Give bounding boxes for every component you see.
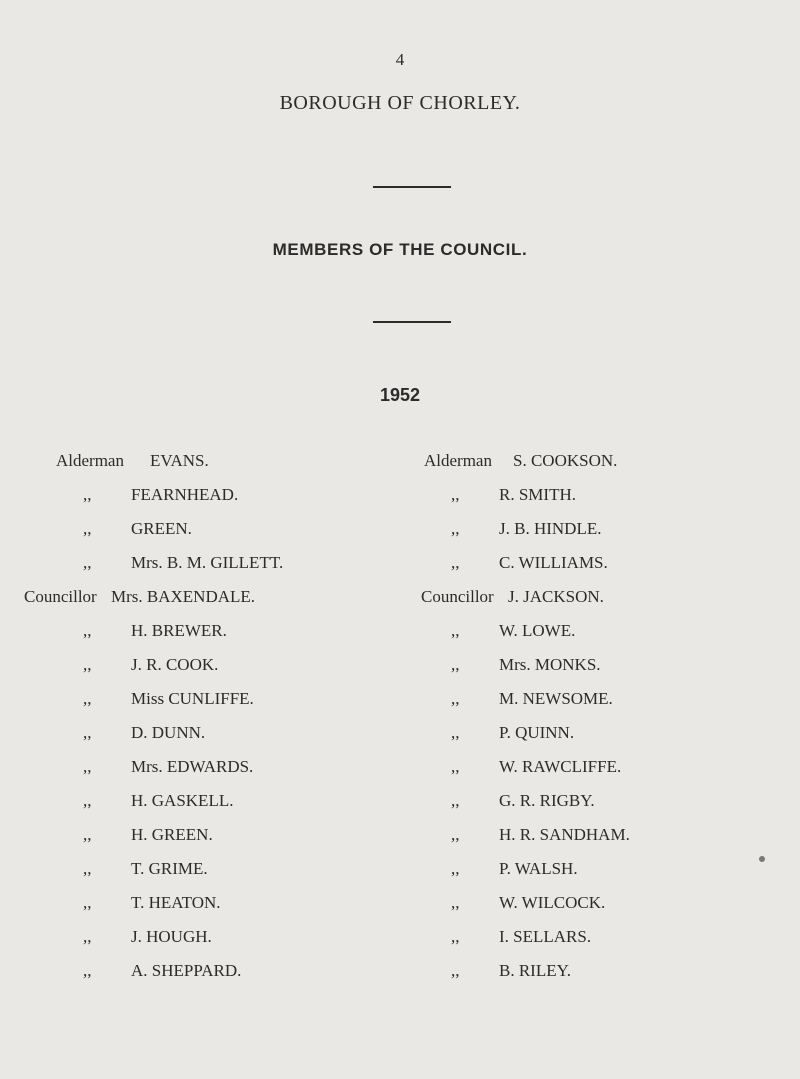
- page-number: 4: [395, 50, 405, 69]
- ditto-mark: ,,: [83, 519, 92, 538]
- member-row: [424, 757, 800, 783]
- member-row: [56, 859, 436, 885]
- member-title: Alderman: [424, 451, 492, 470]
- ditto-mark: ,,: [451, 825, 460, 844]
- member-row: [56, 485, 436, 511]
- member-row: [424, 519, 800, 545]
- ditto-mark: ,,: [83, 621, 92, 640]
- member-row: [56, 451, 436, 477]
- member-row: [56, 757, 436, 783]
- member-row: [56, 655, 436, 681]
- member-row: [56, 927, 436, 953]
- member-name: W. LOWE.: [499, 621, 576, 640]
- member-row: [56, 893, 436, 919]
- section-heading: MEMBERS OF THE COUNCIL.: [272, 240, 528, 259]
- member-name: P. QUINN.: [499, 723, 575, 742]
- member-name: P. WALSH.: [499, 859, 578, 878]
- ditto-mark: ,,: [83, 655, 92, 674]
- member-name: J. R. COOK.: [131, 655, 219, 674]
- ditto-mark: ,,: [451, 723, 460, 742]
- ditto-mark: ,,: [451, 621, 460, 640]
- member-name: R. SMITH.: [499, 485, 576, 504]
- member-name: FEARNHEAD.: [131, 485, 239, 504]
- ditto-mark: ,,: [83, 791, 92, 810]
- ditto-mark: ,,: [451, 655, 460, 674]
- year-heading: 1952: [379, 385, 421, 405]
- member-name: H. GREEN.: [131, 825, 213, 844]
- divider-bottom: [373, 321, 451, 323]
- ditto-mark: ,,: [83, 961, 92, 980]
- member-row: [424, 655, 800, 681]
- member-name: GREEN.: [131, 519, 192, 538]
- member-name: H. BREWER.: [131, 621, 227, 640]
- member-row: [56, 553, 436, 579]
- member-name: T. GRIME.: [131, 859, 208, 878]
- ditto-mark: ,,: [83, 825, 92, 844]
- member-row: [421, 587, 800, 613]
- member-row: [424, 621, 800, 647]
- paper-speck: [759, 856, 765, 862]
- member-row: [424, 553, 800, 579]
- ditto-mark: ,,: [451, 791, 460, 810]
- ditto-mark: ,,: [451, 757, 460, 776]
- ditto-mark: ,,: [451, 519, 460, 538]
- member-name: Mrs. B. M. GILLETT.: [131, 553, 284, 572]
- ditto-mark: ,,: [83, 757, 92, 776]
- member-name: J. HOUGH.: [131, 927, 212, 946]
- divider-top: [373, 186, 451, 188]
- member-row: [56, 791, 436, 817]
- member-name: D. DUNN.: [131, 723, 206, 742]
- member-row: [56, 961, 436, 987]
- member-name: W. WILCOCK.: [499, 893, 606, 912]
- member-name: I. SELLARS.: [499, 927, 592, 946]
- ditto-mark: ,,: [451, 689, 460, 708]
- member-name: A. SHEPPARD.: [131, 961, 242, 980]
- member-row: [424, 825, 800, 851]
- member-row: [56, 723, 436, 749]
- member-row: [424, 485, 800, 511]
- member-row: [24, 587, 436, 613]
- member-row: [424, 927, 800, 953]
- member-name: T. HEATON.: [131, 893, 221, 912]
- ditto-mark: ,,: [83, 485, 92, 504]
- member-row: [56, 519, 436, 545]
- ditto-mark: ,,: [451, 553, 460, 572]
- member-title: Alderman: [56, 451, 124, 470]
- ditto-mark: ,,: [83, 689, 92, 708]
- member-name: S. COOKSON.: [513, 451, 618, 470]
- member-name: H. GASKELL.: [131, 791, 234, 810]
- member-name: J. JACKSON.: [508, 587, 604, 606]
- ditto-mark: ,,: [451, 927, 460, 946]
- ditto-mark: ,,: [83, 893, 92, 912]
- member-row: [424, 961, 800, 987]
- member-row: [56, 621, 436, 647]
- member-name: M. NEWSOME.: [499, 689, 613, 708]
- member-row: [424, 451, 800, 477]
- ditto-mark: ,,: [83, 553, 92, 572]
- ditto-mark: ,,: [83, 723, 92, 742]
- member-row: [424, 859, 800, 885]
- member-title: Councillor: [421, 587, 494, 606]
- member-row: [424, 689, 800, 715]
- borough-title: BOROUGH OF CHORLEY.: [279, 92, 521, 114]
- member-title: Councillor: [24, 587, 97, 606]
- member-name: C. WILLIAMS.: [499, 553, 608, 572]
- ditto-mark: ,,: [451, 893, 460, 912]
- ditto-mark: ,,: [83, 927, 92, 946]
- member-row: [56, 689, 436, 715]
- member-name: EVANS.: [150, 451, 209, 470]
- member-name: Mrs. EDWARDS.: [131, 757, 254, 776]
- member-name: H. R. SANDHAM.: [499, 825, 630, 844]
- ditto-mark: ,,: [451, 859, 460, 878]
- ditto-mark: ,,: [83, 859, 92, 878]
- member-row: [56, 825, 436, 851]
- member-name: Mrs. MONKS.: [499, 655, 601, 674]
- member-name: Miss CUNLIFFE.: [131, 689, 254, 708]
- member-name: Mrs. BAXENDALE.: [111, 587, 256, 606]
- member-row: [424, 723, 800, 749]
- ditto-mark: ,,: [451, 961, 460, 980]
- member-name: W. RAWCLIFFE.: [499, 757, 622, 776]
- member-name: J. B. HINDLE.: [499, 519, 602, 538]
- member-row: [424, 893, 800, 919]
- member-name: G. R. RIGBY.: [499, 791, 595, 810]
- ditto-mark: ,,: [451, 485, 460, 504]
- member-row: [424, 791, 800, 817]
- member-name: B. RILEY.: [499, 961, 571, 980]
